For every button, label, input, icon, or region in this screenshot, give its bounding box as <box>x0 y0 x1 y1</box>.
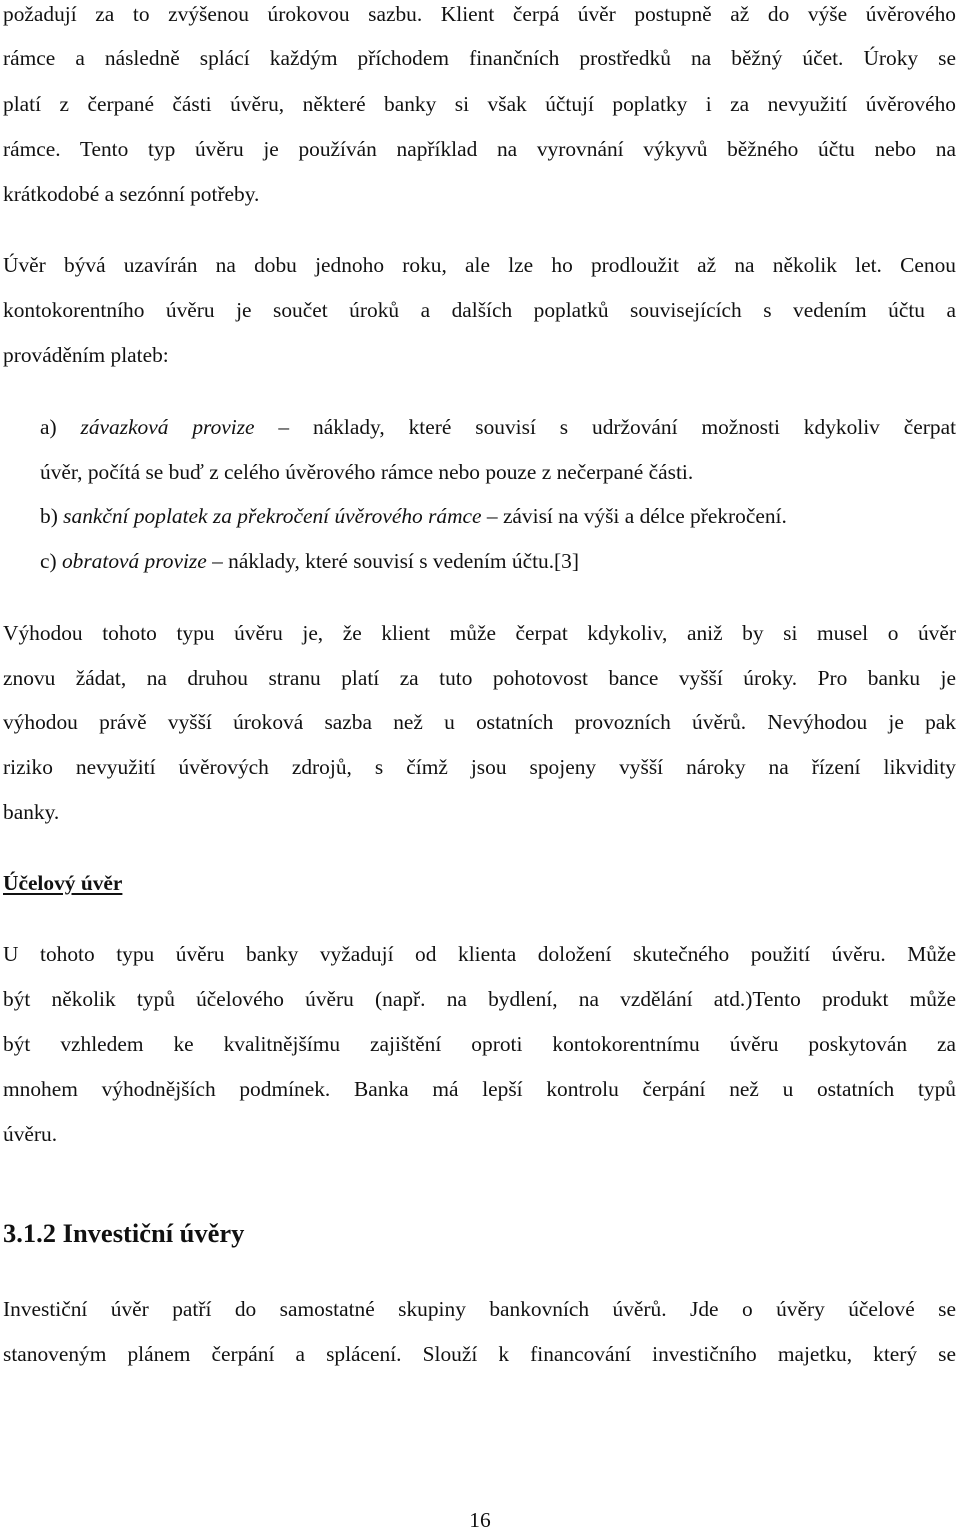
paragraph-line: Úvěr bývá uzavírán na dobu jednoho roku, ale lze ho prodloužit až na několik let. Cenou <box>3 253 956 277</box>
paragraph-line: Investiční úvěr patří do samostatné skupiny bankovních úvěrů. Jde o úvěry účelové se <box>3 1297 956 1321</box>
list-item-a-text: – náklady, které souvisí s udržování možnosti kdykoliv čerpat <box>254 415 957 439</box>
list-item-c-prefix: c) <box>40 549 62 573</box>
list-item-c-term: obratová provize <box>61 549 207 573</box>
paragraph-line: Výhodou tohoto typu úvěru je, že klient může čerpat kdykoliv, aniž by si musel o úvěr <box>3 621 956 645</box>
paragraph-line: rámce a následně splácí každým příchodem finančních prostředků na běžný účet. Úroky se <box>3 46 956 70</box>
list-item-a-prefix: a) <box>40 415 81 439</box>
paragraph-line: rámce. Tento typ úvěru je používán například na vyrovnání výkyvů běžného účtu nebo na <box>3 137 956 161</box>
paragraph-line: krátkodobé a sezónní potřeby. <box>3 182 260 206</box>
subsection-heading: 3.1.2 Investiční úvěry <box>3 1218 245 1248</box>
paragraph-line: kontokorentního úvěru je součet úroků a dalších poplatků souvisejících s vedením účtu a <box>3 298 956 322</box>
page-number: 16 <box>469 1508 491 1532</box>
paragraph-line: U tohoto typu úvěru banky vyžadují od klienta doložení skutečného použití úvěru. Může <box>3 942 956 966</box>
paragraph-line: stanoveným plánem čerpání a splácení. Slouží k financování investičního majetku, který se <box>3 1342 956 1366</box>
list-item-c <box>40 547 579 575</box>
paragraph-line: požadují za to zvýšenou úrokovou sazbu. Klient čerpá úvěr postupně až do výše úvěrového <box>3 2 956 26</box>
paragraph-line: riziko nevyužití úvěrových zdrojů, s čímž jsou spojeny vyšší nároky na řízení likvidity <box>3 755 956 779</box>
paragraph-line: banky. <box>3 800 60 824</box>
list-item-a <box>40 413 956 441</box>
paragraph-line: výhodou právě vyšší úroková sazba než u ostatních provozních úvěrů. Nevýhodou je pak <box>3 710 956 734</box>
list-item-a-term: závazková provize <box>80 415 255 439</box>
list-item-a-continuation: úvěr, počítá se buď z celého úvěrového rámce nebo pouze z nečerpané části. <box>40 460 694 484</box>
paragraph-line: být vzhledem ke kvalitnějšímu zajištění oproti kontokorentnímu úvěru poskytován za <box>3 1032 956 1056</box>
list-item-b-term: sankční poplatek za překročení úvěrového rámce <box>63 504 482 528</box>
paragraph-line: znovu žádat, na druhou stranu platí za tuto pohotovost bance vyšší úroky. Pro banku je <box>3 666 956 690</box>
paragraph-line: úvěru. <box>3 1122 58 1146</box>
paragraph-line: být několik typů účelového úvěru (např. na bydlení, na vzdělání atd.)Tento produkt může <box>3 987 956 1011</box>
section-heading: Účelový úvěr <box>3 871 123 895</box>
paragraph-line: platí z čerpané části úvěru, některé banky si však účtují poplatky i za nevyužití úvěrového <box>3 92 956 116</box>
list-item-b-text: – závisí na výši a délce překročení. <box>481 504 787 528</box>
list-item-c-text: – náklady, které souvisí s vedením účtu.[3] <box>206 549 580 573</box>
list-item-b-prefix: b) <box>40 504 64 528</box>
paragraph-line: prováděním plateb: <box>3 343 169 367</box>
paragraph-line: mnohem výhodnějších podmínek. Banka má lepší kontrolu čerpání než u ostatních typů <box>3 1077 956 1101</box>
list-item-b <box>40 502 787 530</box>
